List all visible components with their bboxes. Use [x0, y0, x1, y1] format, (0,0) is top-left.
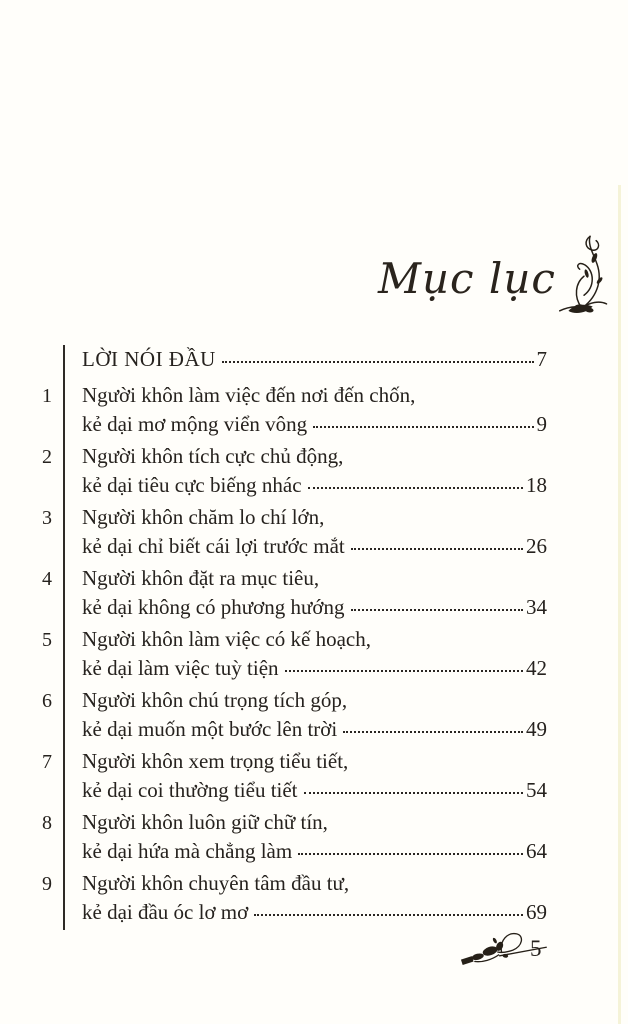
- toc-entry-text-line1: Người khôn chăm lo chí lớn,: [82, 505, 325, 529]
- toc-intro-label: LỜI NÓI ĐẦU: [82, 347, 216, 371]
- toc-entry-page: 18: [526, 473, 547, 497]
- toc-list: [42, 345, 547, 930]
- toc-entry: [42, 564, 547, 622]
- dotted-leader: [222, 359, 534, 363]
- toc-entry-line2: [82, 593, 547, 622]
- toc-entry-line1: [82, 625, 547, 654]
- floral-vine-flourish-icon: [558, 230, 610, 323]
- toc-entries: [42, 381, 547, 927]
- toc-entry-page: 49: [526, 717, 547, 741]
- toc-entry-page: 9: [536, 412, 547, 436]
- toc-entry-page: 64: [526, 839, 547, 863]
- toc-entry-text-line2: kẻ dại coi thường tiểu tiết: [82, 778, 298, 802]
- toc-entry-number: 3: [42, 507, 52, 529]
- toc-entry-line1: [82, 442, 547, 471]
- toc-entry-number: 5: [42, 629, 52, 651]
- dotted-leader: [308, 485, 523, 489]
- dotted-leader: [351, 546, 523, 550]
- dotted-leader: [254, 912, 523, 916]
- toc-entry: [42, 808, 547, 866]
- page-title: Mục lục: [378, 254, 556, 303]
- toc-entry: [42, 747, 547, 805]
- toc-entry-text-line1: Người khôn làm việc đến nơi đến chốn,: [82, 383, 416, 407]
- toc-entry-number: 9: [42, 873, 52, 895]
- toc-entry-text-line2: kẻ dại hứa mà chẳng làm: [82, 839, 293, 863]
- dotted-leader: [285, 668, 523, 672]
- toc-entry-number: 2: [42, 446, 52, 468]
- toc-entry-text-line1: Người khôn đặt ra mục tiêu,: [82, 566, 320, 590]
- toc-entry-number: 4: [42, 568, 52, 590]
- toc-entry-number: 6: [42, 690, 52, 712]
- toc-intro-row: [82, 345, 547, 374]
- toc-entry-line1: [82, 564, 547, 593]
- toc-entry-line2: [82, 715, 547, 744]
- toc-entry-line2: [82, 837, 547, 866]
- toc-entry: [42, 381, 547, 439]
- scan-edge-artifact: [618, 185, 621, 1024]
- toc-entry-line2: [82, 776, 547, 805]
- toc-entry-text-line2: kẻ dại đầu óc lơ mơ: [82, 900, 249, 924]
- toc-entry: [42, 869, 547, 927]
- toc-intro-page: 7: [536, 347, 547, 371]
- toc-entry-number: 1: [42, 385, 52, 407]
- toc-entry-number: 8: [42, 812, 52, 834]
- toc-entry-text-line2: kẻ dại mơ mộng viển vông: [82, 412, 308, 436]
- toc-entry: [42, 686, 547, 744]
- toc-entry-number: 7: [42, 751, 52, 773]
- toc-entry-text-line1: Người khôn làm việc có kế hoạch,: [82, 627, 371, 651]
- toc-entry-line1: [82, 381, 547, 410]
- toc-entry-line1: [82, 686, 547, 715]
- toc-entry-line2: [82, 654, 547, 683]
- toc-entry: [42, 625, 547, 683]
- toc-entry-text-line2: kẻ dại tiêu cực biếng nhác: [82, 473, 302, 497]
- toc-entry-page: 34: [526, 595, 547, 619]
- toc-entry-text-line1: Người khôn luôn giữ chữ tín,: [82, 810, 328, 834]
- toc-entry-line2: [82, 898, 547, 927]
- toc-entry-line1: [82, 747, 547, 776]
- toc-entry-line2: [82, 410, 547, 439]
- toc-entry-text-line1: Người khôn chuyên tâm đầu tư,: [82, 871, 350, 895]
- toc-entry: [42, 503, 547, 561]
- dotted-leader: [304, 790, 523, 794]
- title-block: [378, 236, 610, 323]
- toc-entry-page: 54: [526, 778, 547, 802]
- dotted-leader: [313, 424, 533, 428]
- toc-entry-line2: [82, 532, 547, 561]
- dotted-leader: [351, 607, 523, 611]
- toc-entry-text-line2: kẻ dại chỉ biết cái lợi trước mắt: [82, 534, 345, 558]
- toc-entry-line1: [82, 869, 547, 898]
- dotted-leader: [343, 729, 523, 733]
- dotted-leader: [298, 851, 523, 855]
- toc-entry-text-line2: kẻ dại không có phương hướng: [82, 595, 345, 619]
- toc-entry-page: 42: [526, 656, 547, 680]
- folio-page-number: 5: [530, 936, 542, 961]
- toc-entry-text-line1: Người khôn chú trọng tích góp,: [82, 688, 348, 712]
- toc-entry-line2: [82, 471, 547, 500]
- toc-entry-page: 26: [526, 534, 547, 558]
- toc-entry-text-line2: kẻ dại làm việc tuỳ tiện: [82, 656, 279, 680]
- toc-entry-line1: [82, 808, 547, 837]
- toc-entry: [42, 442, 547, 500]
- toc-entry-page: 69: [526, 900, 547, 924]
- toc-entry-text-line2: kẻ dại muốn một bước lên trời: [82, 717, 338, 741]
- toc-entry-text-line1: Người khôn xem trọng tiểu tiết,: [82, 749, 349, 773]
- toc-entry-line1: [82, 503, 547, 532]
- toc-entry-text-line1: Người khôn tích cực chủ động,: [82, 444, 344, 468]
